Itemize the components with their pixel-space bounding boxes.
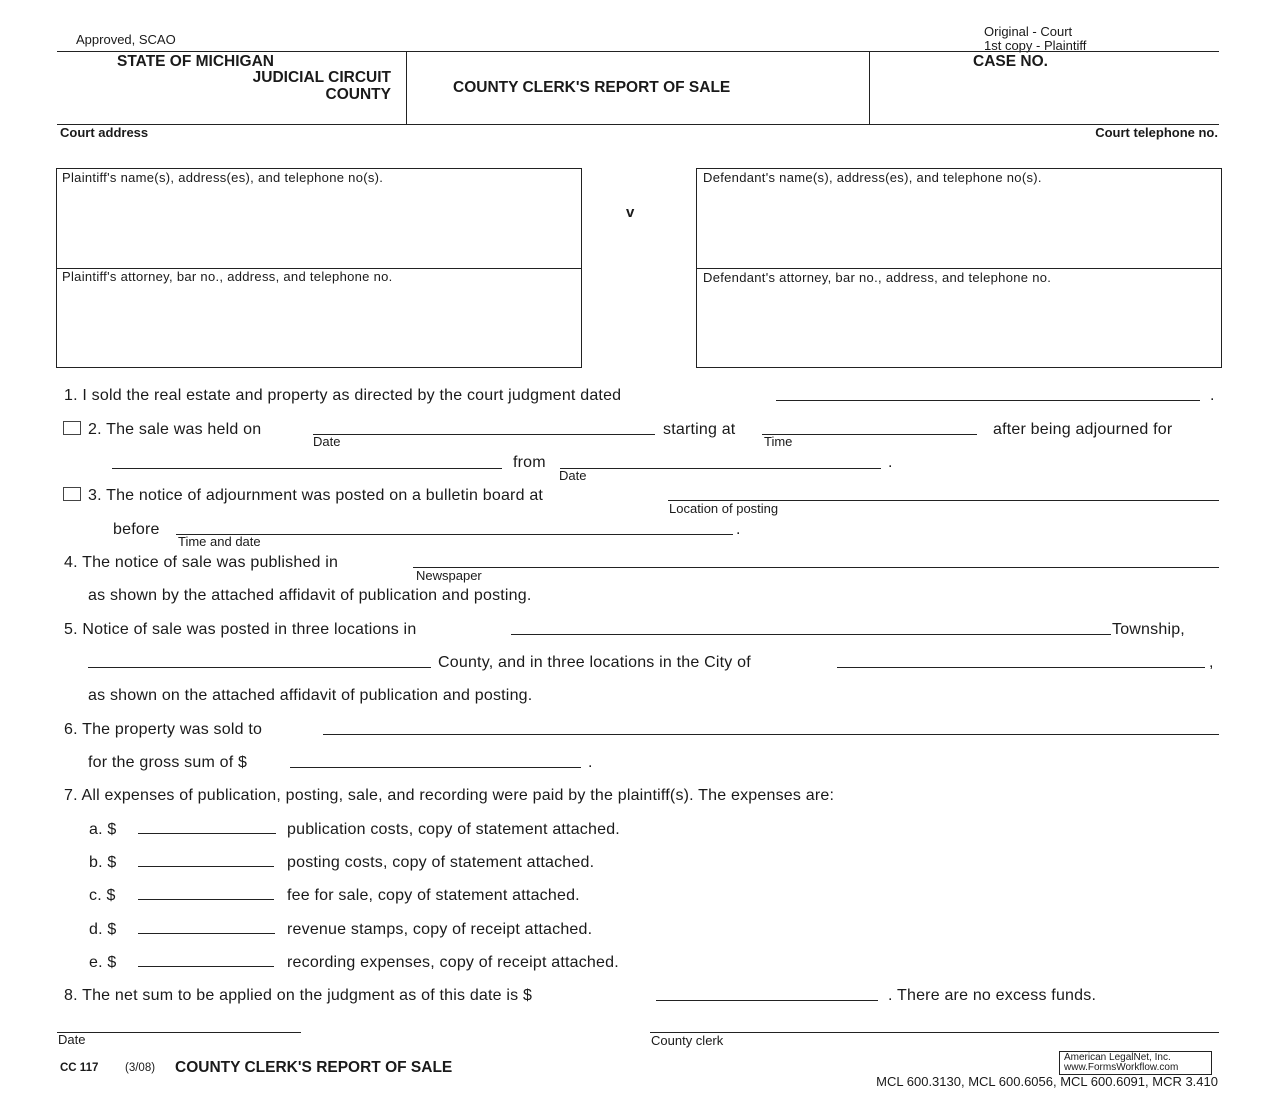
item5-text: 5. Notice of sale was posted in three locations in xyxy=(64,621,417,638)
copy-first: 1st copy - Plaintiff xyxy=(984,38,1087,53)
time-and-date-caption: Time and date xyxy=(178,534,261,549)
item6-text: 6. The property was sold to xyxy=(64,721,263,738)
item8-tail: . There are no excess funds. xyxy=(888,987,1097,1004)
plaintiff-label: Plaintiff's name(s), address(es), and telephone no(s). xyxy=(62,170,384,185)
defendant-attorney-label: Defendant's attorney, bar no., address, and telephone no. xyxy=(703,270,1052,285)
item6-period: . xyxy=(588,754,593,771)
form-id: CC 117 xyxy=(60,1062,99,1074)
clerk-signature-line[interactable] xyxy=(650,1032,1219,1033)
item4-text: 4. The notice of sale was published in xyxy=(64,554,339,571)
sale-time-field[interactable] xyxy=(762,434,977,435)
item8-text: 8. The net sum to be applied on the judgment as of this date is $ xyxy=(64,987,533,1004)
item2-starting: starting at xyxy=(663,421,736,438)
item5-township: Township, xyxy=(1112,621,1185,638)
item3-text: 3. The notice of adjournment was posted on a bulletin board at xyxy=(88,487,544,504)
expense-text: revenue stamps, copy of receipt attached. xyxy=(287,921,593,938)
gross-sum-field[interactable] xyxy=(290,767,581,768)
posting-location-caption: Location of posting xyxy=(669,501,779,516)
date-signature-label: Date xyxy=(58,1032,86,1047)
date-signature-line[interactable] xyxy=(57,1032,301,1033)
sale-date-caption: Date xyxy=(313,434,341,449)
expense-amount-field[interactable] xyxy=(138,833,276,834)
newspaper-field[interactable] xyxy=(413,567,1219,568)
expense-prefix: a. $ xyxy=(89,821,117,838)
item2-adjourned: after being adjourned for xyxy=(993,421,1173,438)
expense-amount-field[interactable] xyxy=(138,933,275,934)
township-field[interactable] xyxy=(511,634,1111,635)
item2-from: from xyxy=(513,454,546,471)
state-label: STATE OF MICHIGAN xyxy=(117,53,274,70)
expense-amount-field[interactable] xyxy=(138,966,274,967)
statute-references: MCL 600.3130, MCL 600.6056, MCL 600.6091, MCR 3.410 xyxy=(876,1074,1218,1089)
item2-period: . xyxy=(888,454,893,471)
expense-text: recording expenses, copy of receipt attached. xyxy=(287,954,619,971)
adjourned-date-caption: Date xyxy=(559,468,587,483)
item4-text2: as shown by the attached affidavit of publication and posting. xyxy=(88,587,532,604)
legalnet-badge xyxy=(1059,1051,1212,1075)
defendant-label: Defendant's name(s), address(es), and telephone no(s). xyxy=(703,170,1042,185)
sale-time-caption: Time xyxy=(764,434,793,449)
approved-scao: Approved, SCAO xyxy=(76,32,176,47)
judgment-date-field[interactable] xyxy=(776,400,1200,401)
case-no-label: CASE NO. xyxy=(973,53,1048,70)
county-label: COUNTY xyxy=(325,86,391,103)
header-bottom-rule xyxy=(57,124,1219,125)
adjourned-from-date-field[interactable] xyxy=(560,468,881,469)
defendant-box-divider xyxy=(697,268,1221,269)
item2-checkbox[interactable] xyxy=(63,421,81,435)
item5-text3: as shown on the attached affidavit of publication and posting. xyxy=(88,687,533,704)
plaintiff-attorney-label: Plaintiff's attorney, bar no., address, and telephone no. xyxy=(62,269,393,284)
expense-text: fee for sale, copy of statement attached. xyxy=(287,887,580,904)
item5-comma: , xyxy=(1209,654,1214,671)
page-title: COUNTY CLERK'S REPORT OF SALE xyxy=(453,79,731,96)
item1-text: 1. I sold the real estate and property as directed by the court judgment dated xyxy=(64,387,622,404)
expense-prefix: d. $ xyxy=(89,921,117,938)
sale-date-field[interactable] xyxy=(313,434,655,435)
court-phone-label: Court telephone no. xyxy=(1095,125,1218,140)
item7-text: 7. All expenses of publication, posting, sale, and recording were paid by the plaintiff(s). The expenses are: xyxy=(64,787,835,804)
versus: v xyxy=(626,204,635,221)
item3-checkbox[interactable] xyxy=(63,487,81,501)
expense-prefix: c. $ xyxy=(89,887,116,904)
expense-text: posting costs, copy of statement attached. xyxy=(287,854,595,871)
item3-before: before xyxy=(113,521,160,538)
newspaper-caption: Newspaper xyxy=(416,568,482,583)
item1-period: . xyxy=(1210,387,1215,404)
footer-form-title: COUNTY CLERK'S REPORT OF SALE xyxy=(175,1059,453,1076)
county-field[interactable] xyxy=(88,667,431,668)
item3-period: . xyxy=(736,521,741,538)
expense-prefix: b. $ xyxy=(89,854,117,871)
court-address-label: Court address xyxy=(60,125,149,140)
judicial-circuit-label: JUDICIAL CIRCUIT xyxy=(252,69,391,86)
legalnet-url: www.FormsWorkflow.com xyxy=(1064,1062,1179,1073)
copy-original: Original - Court xyxy=(984,24,1073,39)
expense-amount-field[interactable] xyxy=(138,899,274,900)
adjourned-duration-field[interactable] xyxy=(112,468,502,469)
item2-text: 2. The sale was held on xyxy=(88,421,262,438)
item5-county: County, and in three locations in the City of xyxy=(438,654,751,671)
expense-amount-field[interactable] xyxy=(138,866,274,867)
form-revision: (3/08) xyxy=(125,1062,156,1074)
header-top-rule xyxy=(57,51,1219,52)
net-sum-field[interactable] xyxy=(656,1000,878,1001)
expense-prefix: e. $ xyxy=(89,954,117,971)
clerk-signature-label: County clerk xyxy=(651,1033,724,1048)
legalnet-name: American LegalNet, Inc. xyxy=(1064,1052,1171,1063)
city-field[interactable] xyxy=(837,667,1205,668)
header-divider-right xyxy=(869,51,870,124)
item6-gross: for the gross sum of $ xyxy=(88,754,248,771)
header-divider-left xyxy=(406,51,407,124)
expense-text: publication costs, copy of statement attached. xyxy=(287,821,620,838)
buyer-field[interactable] xyxy=(323,734,1219,735)
